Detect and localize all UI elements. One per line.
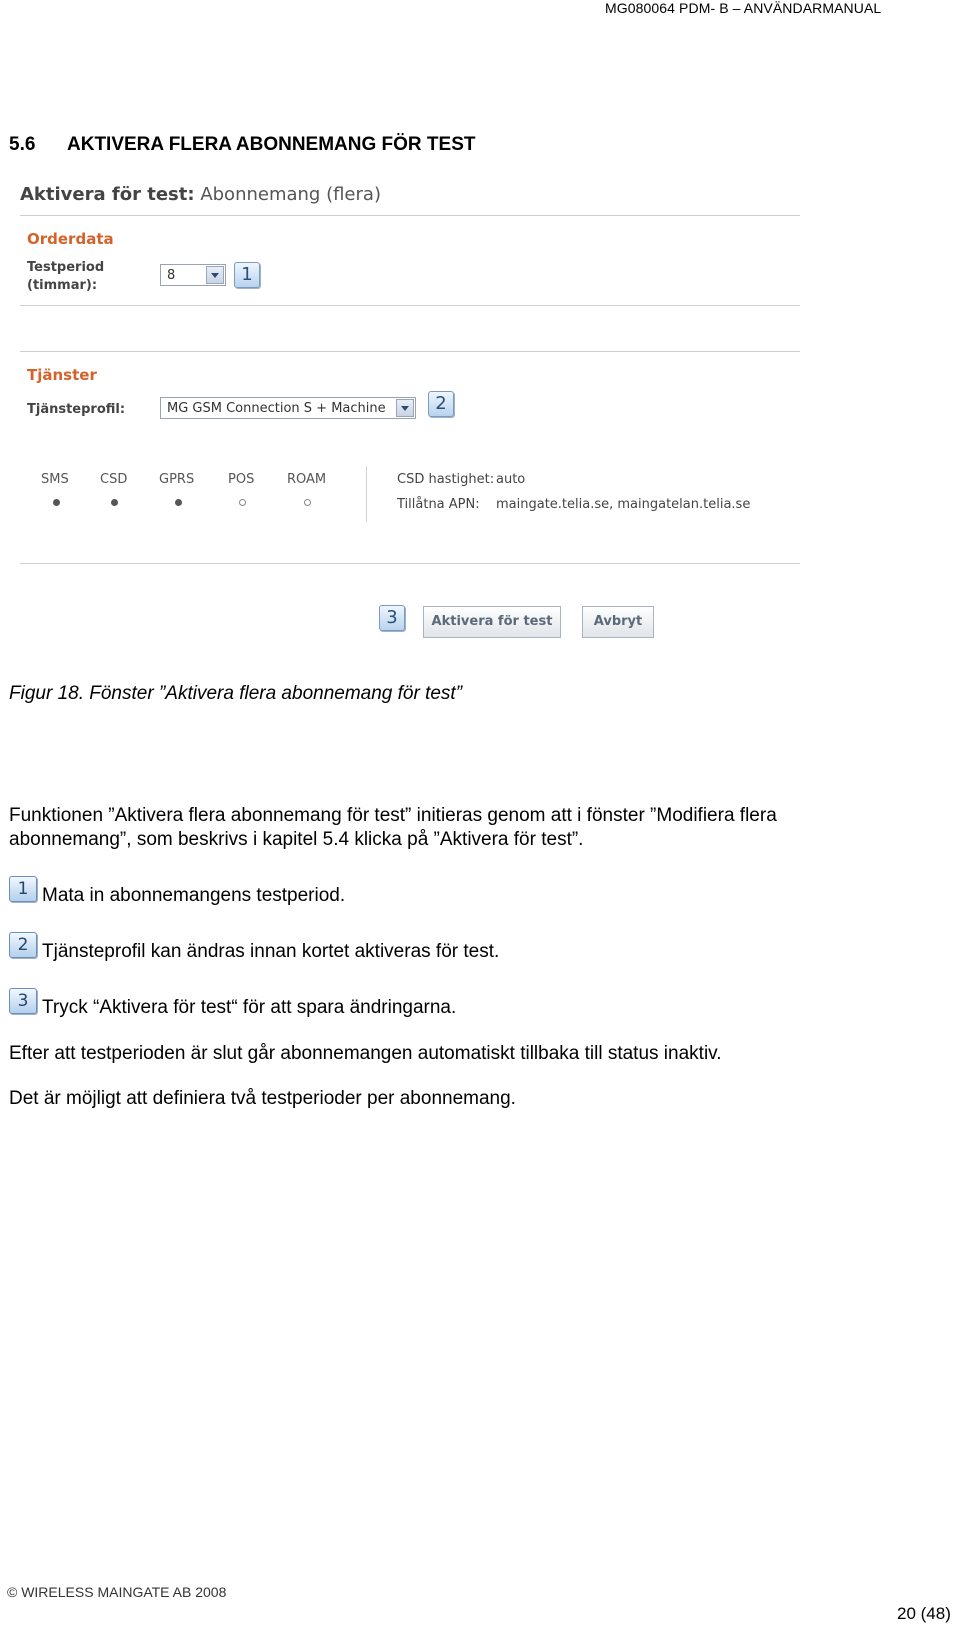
- cancel-button[interactable]: Avbryt: [582, 606, 654, 638]
- callout-badge-3: 3: [379, 605, 405, 631]
- divider: [20, 215, 800, 216]
- step-text-1: Mata in abonnemangens testperiod.: [42, 885, 346, 906]
- section-number: 5.6: [9, 134, 36, 155]
- service-label-csd: CSD: [100, 472, 128, 487]
- status-paragraph: Efter att testperioden är slut går abonnemangen automatiskt tillbaka till status inaktiv.: [9, 1043, 722, 1064]
- step-text-3: Tryck “Aktivera för test“ för att spara ändringarna.: [42, 997, 457, 1018]
- window-title-prefix: Aktivera för test:: [20, 184, 195, 205]
- figure-caption: Figur 18. Fönster ”Aktivera flera abonnemang för test”: [9, 683, 463, 704]
- service-status-dot: [175, 499, 182, 506]
- testperiod-select[interactable]: [160, 264, 226, 286]
- step-badge-3: 3: [9, 988, 37, 1014]
- window-title: [20, 184, 381, 205]
- vertical-divider: [366, 466, 367, 522]
- chevron-down-icon[interactable]: [396, 399, 414, 417]
- intro-paragraph-line2: abonnemang”, som beskrivs i kapitel 5.4 klicka på ”Aktivera för test”.: [9, 829, 584, 850]
- testperiod-value: 8: [167, 268, 176, 283]
- chevron-down-icon[interactable]: [206, 266, 224, 284]
- step-badge-1: 1: [9, 876, 37, 902]
- testperiod-label-line2: (timmar):: [27, 278, 98, 293]
- step-badge-2: 2: [9, 932, 37, 958]
- callout-badge-2: 2: [428, 391, 454, 417]
- apn-label: Tillåtna APN:: [397, 497, 480, 512]
- step-text-2: Tjänsteprofil kan ändras innan kortet aktiveras för test.: [42, 941, 500, 962]
- callout-badge-1: 1: [234, 262, 260, 288]
- tjansteprofil-select[interactable]: [160, 397, 416, 419]
- orderdata-heading: Orderdata: [27, 230, 114, 248]
- intro-paragraph: [9, 804, 777, 852]
- footer-copyright: © WIRELESS MAINGATE AB 2008: [7, 1584, 227, 1600]
- intro-paragraph-line1: Funktionen ”Aktivera flera abonnemang för test” initieras genom att i fönster ”Modifiera flera: [9, 805, 777, 826]
- service-status-dot: [111, 499, 118, 506]
- csd-speed-value: auto: [496, 472, 526, 487]
- divider: [20, 305, 800, 306]
- activate-test-window: [18, 178, 800, 648]
- testperiod-paragraph: Det är möjligt att definiera två testperioder per abonnemang.: [9, 1088, 516, 1109]
- apn-value: maingate.telia.se, maingatelan.telia.se: [496, 497, 751, 512]
- section-heading: AKTIVERA FLERA ABONNEMANG FÖR TEST: [67, 134, 476, 155]
- service-label-gprs: GPRS: [159, 472, 195, 487]
- document-header: MG080064 PDM- B – ANVÄNDARMANUAL: [605, 0, 882, 16]
- service-label-sms: SMS: [41, 472, 69, 487]
- service-label-roam: ROAM: [287, 472, 327, 487]
- tjansteprofil-value: MG GSM Connection S + Machine: [167, 401, 386, 416]
- divider: [20, 563, 800, 564]
- tjansteprofil-label: Tjänsteprofil:: [27, 402, 126, 417]
- tjanster-heading: Tjänster: [27, 366, 97, 384]
- activate-for-test-button[interactable]: Aktivera för test: [423, 606, 561, 638]
- testperiod-label-line1: Testperiod: [27, 260, 105, 275]
- service-label-pos: POS: [228, 472, 255, 487]
- window-title-suffix: Abonnemang (flera): [200, 184, 381, 205]
- divider: [20, 351, 800, 352]
- service-status-dot: [239, 499, 246, 506]
- service-status-dot: [304, 499, 311, 506]
- section-title: [9, 134, 476, 156]
- service-status-dot: [53, 499, 60, 506]
- csd-speed-label: CSD hastighet:: [397, 472, 495, 487]
- testperiod-label: [27, 259, 104, 295]
- page-number: 20 (48): [897, 1604, 951, 1623]
